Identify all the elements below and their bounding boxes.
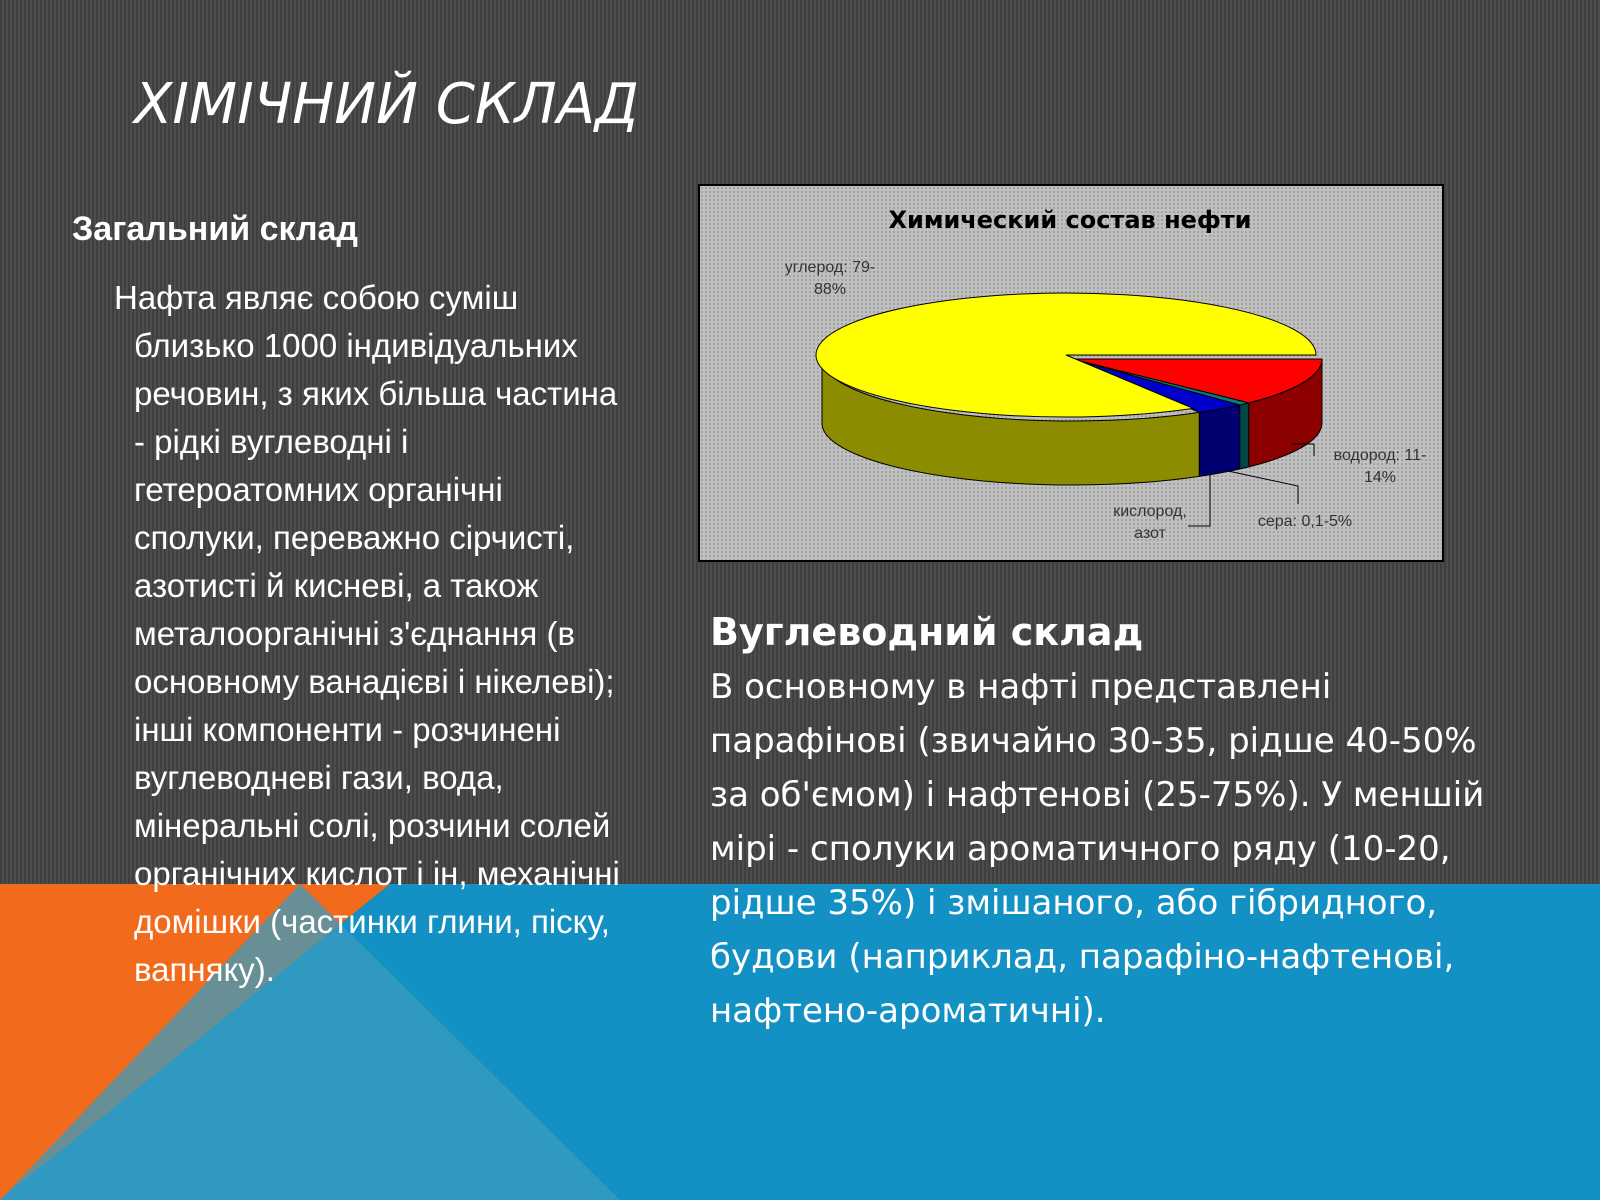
chart-title: Химический состав нефти [888,206,1252,234]
slide-title: ХІМІЧНИЙ СКЛАД [134,72,639,137]
label-oxygen-nitrogen-1: азот [1134,525,1166,542]
general-composition-heading: Загальний склад [72,210,358,248]
oil-composition-chart [698,184,1444,562]
leader-oxygen [1188,474,1210,526]
pie-side-1 [1240,403,1249,469]
label-carbon-0: углерод: 79- [784,259,876,276]
general-composition-text: Нафта являє собою суміш близько 1000 індивідуальних речовин, з яких більша частина - рідкі вуглеводні і гетероатомних органічні сполуки, переважно сірчисті, азотисті й кисневі, а також металоорганічні з'єднання (в основному ванадієві і нікелеві); інші компоненти - розчинені вуглеводневі гази, вода, мінеральні солі, розчини солей органічних кислот і ін, механічні домішки (частинки глини, піску, вапняку). [114,279,620,988]
label-hydrogen-1: 14% [1363,469,1397,486]
hydrocarbon-composition-text: В основному в нафті представлені парафінові (звичайно 30-35, рідше 40-50% за об'ємом) і нафтенові (25-75%). У меншій мірі - сполуки ароматичного ряду (10-20, рідше 35%) і змішаного, або гібридного, будови (наприклад, парафіно-нафтенові, нафтено-ароматичні). [710,667,1485,1031]
label-carbon-1: 88% [813,281,847,298]
label-oxygen-nitrogen-0: кислород, [1113,503,1187,520]
pie-side-2 [1199,405,1239,476]
label-hydrogen-0: водород: 11- [1333,447,1427,464]
pie-chart-svg [700,186,1442,560]
hydrocarbon-composition [710,604,1490,1038]
leader-sulfur [1228,471,1298,504]
label-sulfur-0: сера: 0,1-5% [1257,513,1353,530]
hydrocarbon-composition-heading: Вуглеводний склад [710,610,1144,654]
